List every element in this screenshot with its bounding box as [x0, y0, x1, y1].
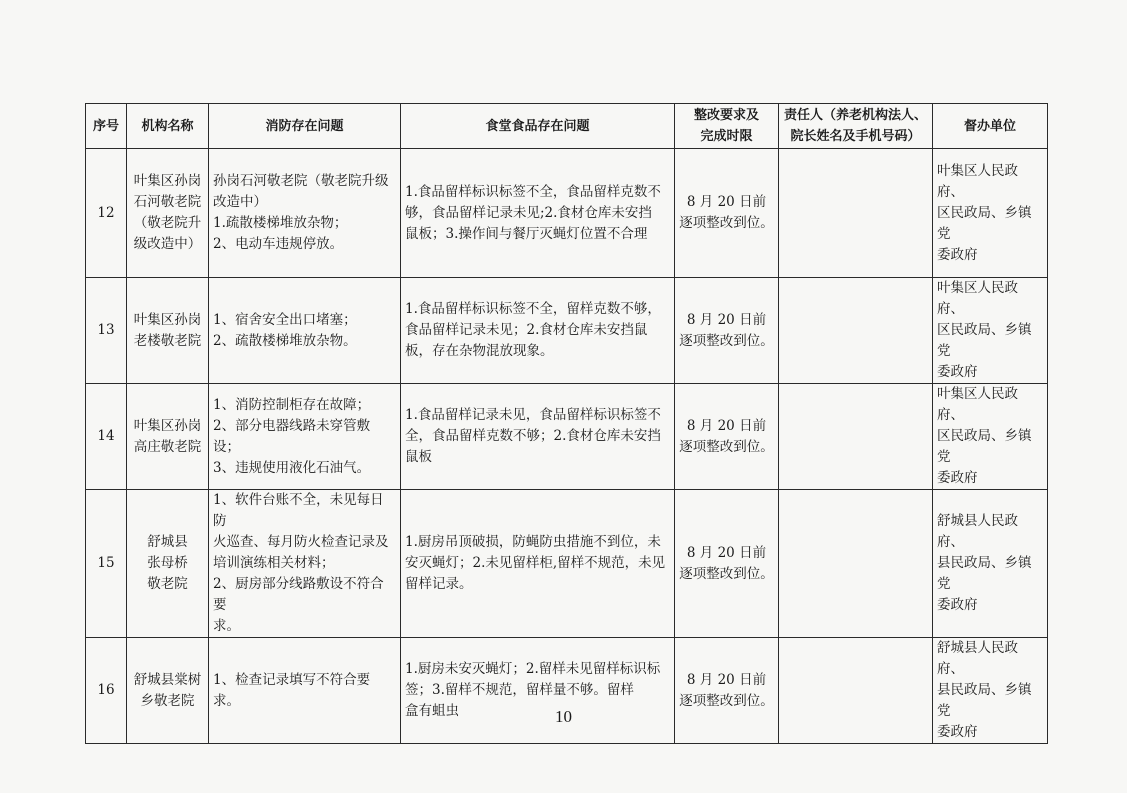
cell-no: 16	[86, 638, 127, 744]
cell-no: 12	[86, 149, 127, 278]
cell-line: 石河敬老院	[133, 194, 202, 210]
cell-line: 区民政局、乡镇党	[937, 204, 1032, 242]
cell-supervising-unit	[933, 278, 1048, 384]
cell-line: 8 月 20 日前	[686, 671, 767, 688]
cell-deadline	[675, 490, 779, 638]
cell-line: 舒城县人民政府、	[937, 513, 1018, 550]
cell-line: 委政府	[937, 470, 978, 486]
cell-line: 食品留样记录未见；2.食材仓库未安挡鼠	[405, 322, 648, 338]
cell-institution-name	[127, 278, 209, 384]
cell-line: 1、宿舍安全出口堵塞；	[213, 311, 357, 328]
cell-line: 2、电动车违规停放。	[213, 236, 344, 252]
cell-line: 高庄敬老院	[133, 438, 202, 455]
cell-line: 1、软件台账不全，未见每日防	[213, 492, 384, 529]
cell-line: 留样记录。	[405, 576, 473, 592]
cell-line: 8 月 20 日前	[686, 544, 767, 561]
cell-deadline	[675, 638, 779, 744]
cell-line: 8 月 20 日前	[686, 417, 767, 434]
cell-line: 改造中）	[213, 194, 267, 210]
cell-food-issues	[401, 490, 675, 638]
header-fire: 消防存在问题	[209, 104, 401, 149]
cell-line: 委政府	[937, 597, 978, 613]
cell-line: 2、疏散楼梯堆放杂物。	[213, 332, 357, 349]
cell-line: （敬老院升	[133, 215, 202, 231]
cell-line: 张母桥	[147, 555, 188, 571]
cell-line: 委政府	[937, 246, 978, 263]
cell-line: 逐项整改到位。	[679, 692, 774, 709]
table-header-row	[86, 104, 1048, 149]
cell-line: 舒城县人民政府、	[937, 640, 1018, 677]
cell-no: 15	[86, 490, 127, 638]
inspection-table	[85, 103, 1048, 744]
cell-line: 逐项整改到位。	[679, 332, 774, 349]
table-row	[86, 384, 1048, 490]
cell-food-issues	[401, 384, 675, 490]
cell-line: 逐项整改到位。	[679, 565, 774, 582]
cell-line: 舒城县	[147, 534, 188, 550]
cell-line: 1、检查记录填写不符合要求。	[213, 671, 371, 709]
cell-line: 叶集区孙岗	[133, 417, 202, 434]
cell-line: 叶集区人民政府、	[937, 280, 1018, 317]
cell-no: 13	[86, 278, 127, 384]
cell-line: 盒有蛆虫	[405, 703, 459, 719]
cell-line: 全，食品留样克数不够；2.食材仓库未安挡	[405, 428, 661, 444]
cell-supervising-unit	[933, 638, 1048, 744]
cell-line: 1.食品留样标识标签不全，食品留样克数不	[405, 183, 661, 200]
cell-line: 乡敬老院	[140, 692, 195, 709]
cell-line: 区民政局、乡镇党	[937, 428, 1032, 465]
table-row	[86, 278, 1048, 384]
cell-line: 老楼敬老院	[133, 332, 202, 349]
cell-supervising-unit	[933, 149, 1048, 278]
cell-line: 1.厨房未安灭蝇灯；2.留样未见留样标识标	[405, 661, 661, 677]
cell-line: 鼠板	[405, 449, 432, 465]
cell-line: 8 月 20 日前	[686, 311, 767, 328]
cell-line: 鼠板；3.操作间与餐厅灭蝇灯位置不合理	[405, 225, 648, 242]
table-row	[86, 149, 1048, 278]
header-no: 序号	[86, 104, 127, 149]
cell-line: 够，食品留样记录未见;2.食材仓库未安挡	[405, 204, 652, 221]
cell-line: 叶集区人民政府、	[937, 386, 1018, 423]
cell-fire-issues	[209, 490, 401, 638]
cell-responsible-person	[779, 278, 933, 384]
cell-line: 板，存在杂物混放现象。	[405, 343, 554, 359]
cell-line: 安灭蝇灯；2.未见留样柜,留样不规范，未见	[405, 555, 666, 571]
cell-line: 逐项整改到位。	[679, 438, 774, 455]
header-food: 食堂食品存在问题	[401, 104, 675, 149]
cell-line: 委政府	[937, 364, 978, 380]
header-name: 机构名称	[127, 104, 209, 149]
header-responsible: 责任人（养老机构法人、 院长姓名及手机号码）	[779, 104, 933, 149]
cell-line: 1.疏散楼梯堆放杂物；	[213, 215, 348, 231]
cell-fire-issues	[209, 278, 401, 384]
cell-institution-name	[127, 149, 209, 278]
cell-supervising-unit	[933, 384, 1048, 490]
cell-fire-issues	[209, 384, 401, 490]
cell-no: 14	[86, 384, 127, 490]
cell-supervising-unit	[933, 490, 1048, 638]
cell-line: 叶集区人民政府、	[937, 162, 1018, 200]
cell-responsible-person	[779, 384, 933, 490]
table-row	[86, 638, 1048, 744]
cell-line: 1.食品留样标识标签不全，留样克数不够，	[405, 301, 661, 317]
cell-line: 县民政局、乡镇党	[937, 555, 1032, 592]
cell-line: 培训演练相关材料；	[213, 555, 335, 571]
cell-line: 孙岗石河敬老院（敬老院升级	[213, 173, 389, 189]
header-unit: 督办单位	[933, 104, 1048, 149]
table-row	[86, 490, 1048, 638]
cell-line: 区民政局、乡镇党	[937, 322, 1032, 359]
page-number: 10	[555, 707, 572, 726]
cell-line: 逐项整改到位。	[679, 215, 774, 231]
cell-deadline	[675, 149, 779, 278]
cell-line: 3、违规使用液化石油气。	[213, 459, 371, 476]
cell-line: 委政府	[937, 724, 978, 740]
cell-fire-issues	[209, 638, 401, 744]
cell-line: 2、厨房部分线路敷设不符合要	[213, 576, 384, 613]
cell-institution-name	[127, 384, 209, 490]
cell-line: 级改造中）	[133, 236, 202, 252]
cell-line: 签；3.留样不规范，留样量不够。留样	[405, 682, 634, 698]
cell-line: 2、部分电器线路未穿管敷设；	[213, 417, 371, 455]
cell-line: 舒城县棠树	[133, 671, 202, 688]
cell-line: 县民政局、乡镇党	[937, 682, 1032, 719]
cell-responsible-person	[779, 490, 933, 638]
cell-line: 求。	[213, 618, 240, 634]
cell-line: 叶集区孙岗	[133, 311, 202, 328]
cell-institution-name	[127, 638, 209, 744]
cell-food-issues	[401, 638, 675, 744]
cell-deadline	[675, 384, 779, 490]
cell-line: 1、消防控制柜存在故障；	[213, 396, 371, 413]
cell-fire-issues	[209, 149, 401, 278]
cell-food-issues	[401, 278, 675, 384]
cell-deadline	[675, 278, 779, 384]
cell-institution-name	[127, 490, 209, 638]
cell-line: 火巡查、每月防火检查记录及	[213, 534, 389, 550]
header-deadline: 整改要求及 完成时限	[675, 104, 779, 149]
cell-responsible-person	[779, 149, 933, 278]
cell-responsible-person	[779, 638, 933, 744]
cell-line: 敬老院	[147, 576, 188, 592]
cell-line: 1.厨房吊顶破损，防蝇防虫措施不到位，未	[405, 534, 661, 550]
cell-food-issues	[401, 149, 675, 278]
cell-line: 8 月 20 日前	[686, 194, 767, 210]
cell-line: 1.食品留样记录未见，食品留样标识标签不	[405, 407, 661, 423]
cell-line: 叶集区孙岗	[133, 173, 202, 189]
